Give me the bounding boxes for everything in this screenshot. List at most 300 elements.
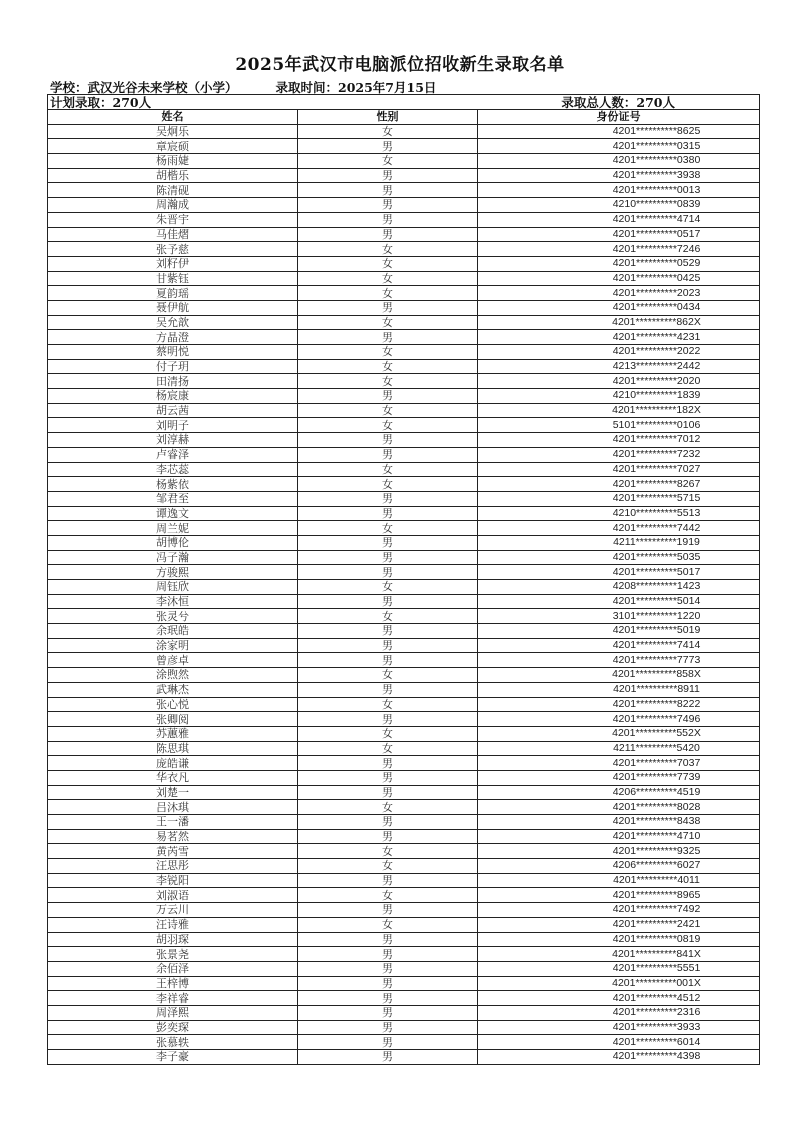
name-cell: 杨宸康 — [48, 389, 298, 404]
name-cell: 胡云茜 — [48, 403, 298, 418]
table-row — [48, 697, 760, 712]
table-row — [48, 873, 760, 888]
name-cell: 易茗然 — [48, 829, 298, 844]
name-cell: 胡楷乐 — [48, 168, 298, 183]
table-row — [48, 800, 760, 815]
gender-cell: 男 — [298, 300, 478, 315]
id-number-cell — [478, 844, 760, 859]
id-number-cell — [478, 491, 760, 506]
table-row — [48, 888, 760, 903]
id-number-text: 4201**********2421 — [612, 918, 701, 931]
table-row — [48, 844, 760, 859]
id-number-text: 4201**********2022 — [612, 345, 701, 358]
table-row — [48, 330, 760, 345]
name-cell: 华衣凡 — [48, 770, 298, 785]
gender-cell: 女 — [298, 917, 478, 932]
name-cell: 张慕轶 — [48, 1035, 298, 1050]
table-row — [48, 859, 760, 874]
admission-table — [47, 94, 760, 1065]
id-number-cell — [478, 300, 760, 315]
gender-cell: 女 — [298, 256, 478, 271]
gender-cell: 男 — [298, 756, 478, 771]
gender-cell: 男 — [298, 550, 478, 565]
gender-cell: 男 — [298, 785, 478, 800]
gender-cell: 女 — [298, 462, 478, 477]
summary-row — [48, 95, 760, 110]
name-cell: 周泽熙 — [48, 1005, 298, 1020]
id-number-text: 4201**********5019 — [612, 624, 701, 637]
id-number-cell — [478, 227, 760, 242]
gender-cell: 男 — [298, 932, 478, 947]
gender-cell: 男 — [298, 212, 478, 227]
name-cell: 汪诗雅 — [48, 917, 298, 932]
table-row — [48, 565, 760, 580]
id-number-text: 4211**********5420 — [613, 741, 700, 754]
id-number-text: 4201**********7232 — [612, 448, 701, 461]
id-number-cell — [478, 653, 760, 668]
id-number-text: 4201**********841X — [612, 947, 701, 960]
table-row — [48, 521, 760, 536]
id-number-text: 4201**********5035 — [612, 550, 701, 563]
table-row — [48, 374, 760, 389]
table-row — [48, 961, 760, 976]
table-row — [48, 1005, 760, 1020]
gender-cell: 男 — [298, 903, 478, 918]
gender-cell: 女 — [298, 741, 478, 756]
table-row — [48, 535, 760, 550]
id-number-text: 5101**********0106 — [612, 418, 701, 431]
id-number-text: 4201**********0380 — [612, 154, 701, 167]
name-cell: 张予慈 — [48, 242, 298, 257]
name-cell: 刘楚一 — [48, 785, 298, 800]
gender-cell: 男 — [298, 389, 478, 404]
id-number-text: 4201**********3938 — [612, 169, 701, 182]
id-number-cell — [478, 594, 760, 609]
name-cell: 涂家明 — [48, 638, 298, 653]
id-number-cell — [478, 609, 760, 624]
name-cell: 王一潘 — [48, 815, 298, 830]
name-cell: 周钰欣 — [48, 580, 298, 595]
name-cell: 刘淳赫 — [48, 433, 298, 448]
gender-cell: 女 — [298, 580, 478, 595]
id-number-cell — [478, 345, 760, 360]
gender-cell: 男 — [298, 873, 478, 888]
name-cell: 吴允歆 — [48, 315, 298, 330]
id-number-text: 3101**********1220 — [612, 609, 701, 622]
id-number-cell — [478, 565, 760, 580]
id-number-text: 4201**********5551 — [612, 962, 701, 975]
name-cell: 万云川 — [48, 903, 298, 918]
id-number-cell — [478, 785, 760, 800]
id-number-text: 4201**********0529 — [612, 257, 701, 270]
gender-cell: 男 — [298, 961, 478, 976]
table-row — [48, 183, 760, 198]
name-cell: 方晶澄 — [48, 330, 298, 345]
name-cell: 张心悦 — [48, 697, 298, 712]
gender-cell: 男 — [298, 976, 478, 991]
gender-cell: 男 — [298, 624, 478, 639]
table-row — [48, 1050, 760, 1065]
table-row — [48, 506, 760, 521]
table-row — [48, 124, 760, 139]
name-cell: 胡博伦 — [48, 535, 298, 550]
id-number-text: 4201**********8965 — [612, 888, 701, 901]
id-number-cell — [478, 403, 760, 418]
column-header-name: 姓名 — [48, 110, 298, 125]
id-number-text: 4201**********4011 — [613, 874, 700, 887]
name-cell: 方骏熙 — [48, 565, 298, 580]
table-row — [48, 653, 760, 668]
id-number-cell — [478, 712, 760, 727]
id-number-text: 4201**********7037 — [612, 756, 701, 769]
table-row — [48, 447, 760, 462]
id-number-text: 4208**********1423 — [612, 580, 701, 593]
id-number-cell — [478, 477, 760, 492]
gender-cell: 女 — [298, 315, 478, 330]
table-row — [48, 212, 760, 227]
table-row — [48, 256, 760, 271]
name-cell: 付子玥 — [48, 359, 298, 374]
gender-cell: 女 — [298, 726, 478, 741]
id-number-text: 4201**********4714 — [612, 213, 701, 226]
name-cell: 王梓博 — [48, 976, 298, 991]
id-number-text: 4201**********9325 — [612, 844, 701, 857]
table-row — [48, 1020, 760, 1035]
table-row — [48, 668, 760, 683]
id-number-cell — [478, 535, 760, 550]
gender-cell: 女 — [298, 359, 478, 374]
table-row — [48, 491, 760, 506]
table-row — [48, 785, 760, 800]
id-number-cell — [478, 212, 760, 227]
gender-cell: 男 — [298, 712, 478, 727]
gender-cell: 男 — [298, 198, 478, 213]
name-cell: 余珉皓 — [48, 624, 298, 639]
document-title: 2025年武汉市电脑派位招收新生录取名单 — [235, 55, 565, 75]
column-header-gender: 性别 — [298, 110, 478, 125]
name-cell: 甘紫钰 — [48, 271, 298, 286]
gender-cell: 女 — [298, 242, 478, 257]
id-number-cell — [478, 1020, 760, 1035]
table-row — [48, 580, 760, 595]
id-number-cell — [478, 756, 760, 771]
id-number-text: 4201**********0819 — [612, 932, 701, 945]
table-row — [48, 903, 760, 918]
table-row — [48, 638, 760, 653]
gender-cell: 男 — [298, 770, 478, 785]
gender-cell: 女 — [298, 668, 478, 683]
gender-cell: 女 — [298, 844, 478, 859]
name-cell: 黄芮雪 — [48, 844, 298, 859]
name-cell: 张灵兮 — [48, 609, 298, 624]
name-cell: 杨雨婕 — [48, 154, 298, 169]
id-number-text: 4201**********4231 — [612, 330, 701, 343]
table-row — [48, 741, 760, 756]
name-cell: 田清扬 — [48, 374, 298, 389]
gender-cell: 男 — [298, 594, 478, 609]
table-header-row — [48, 110, 760, 125]
name-cell: 李子豪 — [48, 1050, 298, 1065]
gender-cell: 男 — [298, 183, 478, 198]
table-row — [48, 756, 760, 771]
id-number-cell — [478, 917, 760, 932]
gender-cell: 男 — [298, 682, 478, 697]
id-number-cell — [478, 1035, 760, 1050]
id-number-text: 4201**********7496 — [612, 712, 701, 725]
id-number-cell — [478, 286, 760, 301]
id-number-cell — [478, 580, 760, 595]
table-row — [48, 139, 760, 154]
gender-cell: 女 — [298, 418, 478, 433]
table-row — [48, 286, 760, 301]
table-row — [48, 609, 760, 624]
gender-cell: 女 — [298, 374, 478, 389]
school-label: 学校：武汉光谷未来学校（小学） — [50, 80, 238, 95]
table-row — [48, 359, 760, 374]
id-number-text: 4201**********4710 — [612, 830, 701, 843]
table-row — [48, 947, 760, 962]
summary-cell — [48, 95, 760, 110]
table-row — [48, 682, 760, 697]
table-row — [48, 726, 760, 741]
name-cell: 汪思彤 — [48, 859, 298, 874]
table-row — [48, 227, 760, 242]
table-row — [48, 403, 760, 418]
id-number-text: 4201**********4398 — [612, 1050, 701, 1063]
id-number-text: 4206**********6027 — [612, 859, 701, 872]
id-number-text: 4201**********8028 — [612, 800, 701, 813]
gender-cell: 男 — [298, 565, 478, 580]
name-cell: 涂煦然 — [48, 668, 298, 683]
table-row — [48, 829, 760, 844]
gender-cell: 女 — [298, 286, 478, 301]
name-cell: 周兰妮 — [48, 521, 298, 536]
name-cell: 李祥睿 — [48, 991, 298, 1006]
gender-cell: 男 — [298, 1020, 478, 1035]
id-number-text: 4201**********0315 — [612, 139, 701, 152]
total-count-label: 录取总人数：270人 — [561, 94, 675, 110]
id-number-text: 4201**********2023 — [612, 286, 701, 299]
id-number-text: 4201**********0517 — [612, 227, 701, 240]
id-number-text: 4201**********7027 — [612, 462, 701, 475]
id-number-cell — [478, 242, 760, 257]
name-cell: 卢睿泽 — [48, 447, 298, 462]
table-row — [48, 433, 760, 448]
id-number-text: 4211**********1919 — [613, 536, 700, 549]
id-number-cell — [478, 859, 760, 874]
id-number-cell — [478, 168, 760, 183]
id-number-text: 4201**********7442 — [612, 521, 701, 534]
gender-cell: 男 — [298, 653, 478, 668]
id-number-text: 4201**********8438 — [612, 815, 701, 828]
table-row — [48, 154, 760, 169]
table-row — [48, 477, 760, 492]
gender-cell: 女 — [298, 888, 478, 903]
name-cell: 刘明子 — [48, 418, 298, 433]
name-cell: 陈清砚 — [48, 183, 298, 198]
gender-cell: 男 — [298, 227, 478, 242]
name-cell: 章宸硕 — [48, 139, 298, 154]
id-number-cell — [478, 888, 760, 903]
name-cell: 余佰泽 — [48, 961, 298, 976]
id-number-text: 4201**********8911 — [613, 683, 700, 696]
gender-cell: 男 — [298, 1050, 478, 1065]
table-row — [48, 389, 760, 404]
id-number-cell — [478, 815, 760, 830]
id-number-cell — [478, 624, 760, 639]
id-number-text: 4201**********0013 — [612, 183, 701, 196]
id-number-text: 4210**********5513 — [612, 506, 701, 519]
id-number-text: 4201**********2020 — [612, 374, 701, 387]
id-number-text: 4201**********8267 — [612, 477, 701, 490]
id-number-cell — [478, 991, 760, 1006]
table-row — [48, 315, 760, 330]
admission-time-label: 录取时间：2025年7月15日 — [275, 80, 437, 95]
id-number-text: 4201**********6014 — [612, 1035, 701, 1048]
name-cell: 马佳熠 — [48, 227, 298, 242]
name-cell: 李沐恒 — [48, 594, 298, 609]
name-cell: 苏蕙雅 — [48, 726, 298, 741]
gender-cell: 男 — [298, 535, 478, 550]
table-row — [48, 198, 760, 213]
id-number-text: 4201**********5715 — [612, 492, 701, 505]
name-cell: 刘籽伊 — [48, 256, 298, 271]
id-number-cell — [478, 256, 760, 271]
table-row — [48, 991, 760, 1006]
name-cell: 彭奕琛 — [48, 1020, 298, 1035]
id-number-cell — [478, 315, 760, 330]
id-number-cell — [478, 741, 760, 756]
id-number-text: 4206**********4519 — [612, 785, 701, 798]
gender-cell: 男 — [298, 829, 478, 844]
gender-cell: 男 — [298, 506, 478, 521]
id-number-cell — [478, 506, 760, 521]
id-number-cell — [478, 976, 760, 991]
name-cell: 张景尧 — [48, 947, 298, 962]
name-cell: 李锐阳 — [48, 873, 298, 888]
id-number-cell — [478, 521, 760, 536]
id-number-cell — [478, 947, 760, 962]
id-number-cell — [478, 359, 760, 374]
gender-cell: 男 — [298, 168, 478, 183]
table-row — [48, 462, 760, 477]
table-row — [48, 712, 760, 727]
id-number-cell — [478, 139, 760, 154]
gender-cell: 女 — [298, 800, 478, 815]
table-row — [48, 242, 760, 257]
gender-cell: 男 — [298, 638, 478, 653]
name-cell: 刘淑语 — [48, 888, 298, 903]
table-row — [48, 594, 760, 609]
name-cell: 陈思琪 — [48, 741, 298, 756]
id-number-cell — [478, 903, 760, 918]
id-number-cell — [478, 1050, 760, 1065]
id-number-cell — [478, 800, 760, 815]
id-number-cell — [478, 198, 760, 213]
name-cell: 吴炯乐 — [48, 124, 298, 139]
id-number-cell — [478, 932, 760, 947]
table-row — [48, 300, 760, 315]
gender-cell: 女 — [298, 521, 478, 536]
name-cell: 胡羽琛 — [48, 932, 298, 947]
table-row — [48, 815, 760, 830]
id-number-cell — [478, 682, 760, 697]
id-number-text: 4201**********7012 — [612, 433, 701, 446]
id-number-text: 4201**********7492 — [612, 903, 701, 916]
gender-cell: 女 — [298, 477, 478, 492]
name-cell: 冯子瀚 — [48, 550, 298, 565]
gender-cell: 男 — [298, 815, 478, 830]
table-row — [48, 976, 760, 991]
gender-cell: 男 — [298, 1005, 478, 1020]
id-number-text: 4201**********0434 — [612, 301, 701, 314]
id-number-text: 4201**********2316 — [612, 1006, 701, 1019]
gender-cell: 女 — [298, 697, 478, 712]
id-number-text: 4201**********001X — [612, 976, 701, 989]
id-number-text: 4201**********5017 — [612, 565, 701, 578]
name-cell: 吕沐琪 — [48, 800, 298, 815]
gender-cell: 女 — [298, 859, 478, 874]
id-number-cell — [478, 374, 760, 389]
id-number-text: 4210**********1839 — [612, 389, 701, 402]
id-number-text: 4210**********0839 — [612, 198, 701, 211]
name-cell: 杨紫依 — [48, 477, 298, 492]
id-number-cell — [478, 389, 760, 404]
name-cell: 武琳杰 — [48, 682, 298, 697]
id-number-text: 4201**********7414 — [612, 639, 701, 652]
id-number-text: 4201**********3933 — [612, 1020, 701, 1033]
id-number-cell — [478, 447, 760, 462]
id-number-text: 4201**********552X — [612, 727, 701, 740]
gender-cell: 女 — [298, 271, 478, 286]
name-cell: 曾彦卓 — [48, 653, 298, 668]
id-number-text: 4201**********7773 — [612, 653, 701, 666]
name-cell: 周瀚成 — [48, 198, 298, 213]
id-number-cell — [478, 668, 760, 683]
id-number-cell — [478, 124, 760, 139]
table-row — [48, 917, 760, 932]
id-number-text: 4201**********182X — [612, 404, 701, 417]
table-row — [48, 550, 760, 565]
gender-cell: 男 — [298, 491, 478, 506]
id-number-cell — [478, 873, 760, 888]
id-number-text: 4201**********862X — [612, 315, 701, 328]
name-cell: 朱晋宇 — [48, 212, 298, 227]
id-number-cell — [478, 638, 760, 653]
id-number-cell — [478, 1005, 760, 1020]
id-number-cell — [478, 330, 760, 345]
name-cell: 邹君至 — [48, 491, 298, 506]
gender-cell: 男 — [298, 991, 478, 1006]
gender-cell: 男 — [298, 330, 478, 345]
gender-cell: 女 — [298, 154, 478, 169]
id-number-cell — [478, 726, 760, 741]
id-number-cell — [478, 154, 760, 169]
table-row — [48, 271, 760, 286]
id-number-cell — [478, 770, 760, 785]
table-row — [48, 1035, 760, 1050]
id-number-cell — [478, 829, 760, 844]
gender-cell: 男 — [298, 947, 478, 962]
id-number-text: 4201**********5014 — [612, 595, 701, 608]
id-number-cell — [478, 961, 760, 976]
id-number-text: 4201**********7246 — [612, 242, 701, 255]
table-row — [48, 418, 760, 433]
gender-cell: 男 — [298, 139, 478, 154]
id-number-cell — [478, 697, 760, 712]
id-number-cell — [478, 183, 760, 198]
name-cell: 李芯蕊 — [48, 462, 298, 477]
